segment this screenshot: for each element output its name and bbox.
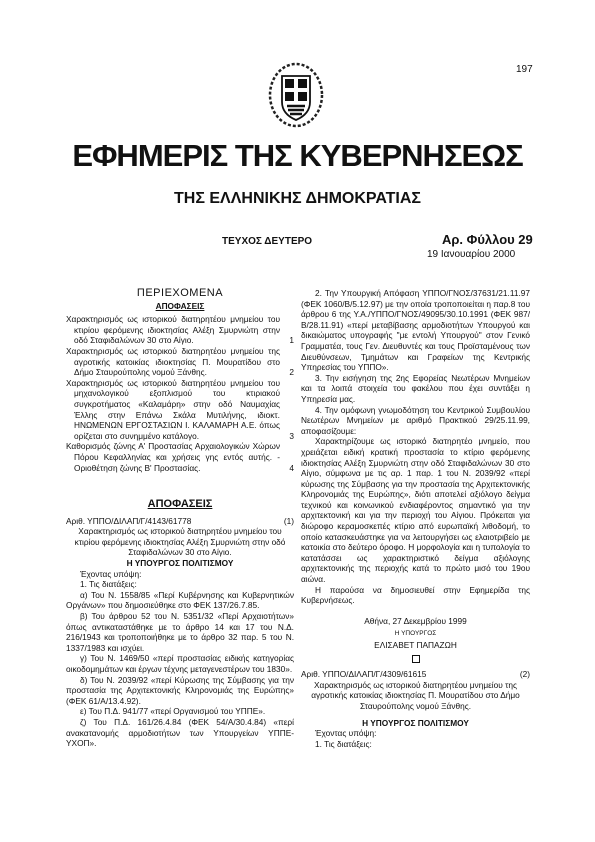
provision-e: ε) Του Π.Δ. 941/77 «περί Οργανισμού του ΥΠΠΕ».	[80, 706, 266, 717]
contents-item-page: 4	[289, 462, 294, 473]
paragraph-4: 4. Την ομόφωνη γνωμοδότηση του Κεντρικού Συμβουλίου Νεωτέρων Μνημείων με αριθμό Πρακτικού 29/25.11.99, αποφασίζουμε:	[301, 404, 530, 436]
issue-series: ΤΕΥΧΟΣ ΔΕΥΤΕΡΟ	[222, 236, 313, 247]
provision-d: δ) Του Ν. 2039/92 «περί Κύρωσης της Σύμβασης για την προστασία της Αρχιτεκτονικής Κληρονομιάς της Ευρώπης» (ΦΕΚ 61/Α/13.4.92).	[66, 674, 294, 706]
contents-item-text: Χαρακτηρισμός ως ιστορικού διατηρητέου μνημείου της αγροτικής κατοικίας ιδιοκτησίας Π. Μουρατίδου στο Δήμο Σταυρούπολης νομού Ξάνθης.	[66, 345, 280, 378]
greek-coat-of-arms-icon	[268, 62, 324, 128]
provision-a: α) Του Ν. 1558/85 «Περί Κυβέρνησης και Κυβερνητικών Οργάνων» που δημοσιεύθηκε στο ΦΕΚ 137/26.7.85.	[66, 589, 294, 611]
signer-name: ΕΛΙΣΑΒΕΤ ΠΑΠΑΖΩΗ	[374, 640, 457, 650]
contents-section: ΑΠΟΦΑΣΕΙΣ	[155, 300, 205, 311]
minister2-heading: Η ΥΠΟΥΡΓΟΣ ΠΟΛΙΤΙΣΜΟΥ	[362, 717, 469, 728]
decision-index: (1)	[283, 515, 294, 526]
paragraph-3: 3. Την εισήγηση της 2ης Εφορείας Νεωτέρων Μνημείων και τα λοιπά στοιχεία του φακέλου που έχει συντάξει η Υπηρεσία μας.	[301, 372, 530, 404]
publication-order: Η παρούσα να δημοσιευθεί στην Εφημερίδα της Κυβερνήσεως.	[301, 584, 530, 606]
contents-item-page: 1	[289, 335, 294, 346]
having-in-view: Έχοντας υπόψη:	[80, 568, 142, 579]
decision2-reference: Αριθ. ΥΠΠΟ/ΔΙΛΑΠ/Γ/4309/61615	[301, 669, 427, 680]
provisions-line-2: 1. Τις διατάξεις:	[315, 738, 372, 749]
sheet-number: Αρ. Φύλλου 29	[442, 232, 533, 247]
page-number: 197	[516, 64, 533, 75]
contents-heading: ΠΕΡΙΕΧΟΜΕΝΑ	[136, 287, 224, 299]
minister-heading: Η ΥΠΟΥΡΓΟΣ ΠΟΛΙΤΙΣΜΟΥ	[126, 558, 234, 569]
contents-item-page: 3	[289, 430, 294, 441]
decision2-title: Χαρακτηρισμός ως ιστορικού διατηρητέου μνημείου της αγροτικής κατοικίας ιδιοκτησίας Π. Μουρατίδου στο Δήμο Σταυρούπολης νομού Ξάνθης.	[311, 679, 520, 711]
decision-reference: Αριθ. ΥΠΠΟ/ΔΙΛΑΠ/Γ/4143/61778	[66, 515, 192, 526]
left-column	[66, 288, 294, 749]
provision-b: β) Του άρθρου 52 του Ν. 5351/32 «Περί Αρχαιοτήτων» όπως αντικαταστάθηκε με το άρθρο 14 και 17 του Ν.Δ. 216/1943 και τροποποιήθηκε με το άρθρο 32 παρ. 5 του Ν. 1337/1983 και ισχύει.	[66, 611, 294, 653]
contents-item[interactable]	[66, 346, 294, 378]
provision-c: γ) Του Ν. 1469/50 «περί προστασίας ειδικής κατηγορίας οικοδομημάτων και έργων τέχνης μεταγενεστέρων του 1830».	[66, 653, 294, 674]
contents-item[interactable]	[66, 441, 294, 473]
provisions-line: 1. Τις διατάξεις:	[80, 579, 137, 590]
place-date: Αθήνα, 27 Δεκεμβρίου 1999	[364, 615, 467, 626]
contents-item-text: Χαρακτηρισμός ως ιστορικού διατηρητέου μνημείου του κτιρίου φερόμενης ιδιοκτησίας Αλέξη Σμυρνιώτη στην οδό Σταφιδαλώνων 30 στο Αίγιο.	[66, 314, 280, 346]
contents-item-page: 2	[289, 367, 294, 378]
contents-item[interactable]	[66, 314, 294, 346]
signer-title: Η ΥΠΟΥΡΓΟΣ	[394, 630, 437, 638]
contents-item-text: Χαρακτηρισμός ως ιστορικού διατηρητέου μνημείου του μηχανολογικού εξοπλισμού του κτιριακού συγκροτήματος «Καλαμάρη» στην οδό Ναυμαχίας Έλλης στην Επάνω Σκάλα Μυτιλήνης, ιδιοκτ. ΗΝΩΜΕΝΩΝ ΕΡΓΟΣΤΑΣΙΩΝ Ι. ΚΑΛΑΜΑΡΗ Α.Ε. όπως ορίζεται στο συνημμένο κατάλογο.	[66, 377, 280, 441]
contents-list	[66, 314, 294, 473]
gazette-title: ΕΦΗΜΕΡΙΣ ΤΗΣ ΚΥΒΕΡΝΗΣΕΩΣ	[72, 138, 523, 173]
having-in-view-2: Έχοντας υπόψη:	[315, 728, 377, 739]
contents-item-text: Καθορισμός ζώνης Α' Προστασίας Αρχαιολογικών Χώρων Πόρου Κεφαλληνίας και χρήσεις γης εντός αυτής. - Οριοθέτηση ζώνης Β' Προστασίας.	[66, 441, 280, 473]
decision2-reference-row	[301, 669, 530, 680]
paragraph-2: 2. Την Υπουργική Απόφαση ΥΠΠΟ/ΓΝΟΣ/37631/21.11.97 (ΦΕΚ 1060/Β/5.12.97) με την οποία τροποποιείται η παρ.8 του άρθρου 6 της Υ.Α./ΥΠΠΟ/ΓΝΟΣ/49095/30.10.1991 (ΦΕΚ 987/Β/28.11.91) «περί μεταβίβασης αρμοδιοτήτων Υπουργού και δικαιώματος υπογραφής "με εντολή Υπουργού" στον Γενικό Γραμματέα, τους Γεν. Διευθυντές και τους Προϊσταμένους των Διευθύνσεων, Τμημάτων και Γραφείων της Κεντρικής Υπηρεσίας του ΥΠΠΟ».	[301, 288, 530, 373]
decision2-index: (2)	[519, 669, 530, 680]
gazette-subtitle: ΤΗΣ ΕΛΛΗΝΙΚΗΣ ΔΗΜΟΚΡΑΤΙΑΣ	[174, 190, 421, 207]
decision-reference-row	[66, 516, 294, 527]
issue-date: 19 Ιανουαρίου 2000	[427, 249, 516, 260]
provision-f: ζ) Του Π.Δ. 161/26.4.84 (ΦΕΚ 54/Α/30.4.84) «περί ανακατανομής αρμοδιοτήτων των Υπουργείων ΥΠΠΕ-ΥΧΟΠ».	[66, 716, 294, 749]
contents-item[interactable]	[66, 378, 294, 442]
right-column	[301, 288, 530, 749]
separator-square-icon	[301, 655, 530, 666]
decision-body: Χαρακτηρίζουμε ως ιστορικό διατηρητέο μνημείο, που χρειάζεται ειδική κρατική προστασία το κτίριο φερόμενης ιδιοκτησίας Αλέξη Σμυρνιώτη στην οδό Σταφιδαλώνων 30 στο Αίγιο, σύμφωνα με τις αρ. 1 παρ. 1 του Ν. 2039/92 «περί κύρωσης της Σύμβασης για την προστασία της Αρχιτεκτονικής Κληρονομιάς της Ευρώπης», διότι αποτελεί αξιόλογο δείγμα τεχνικού και κοινωνικού ενδιαφέροντος σημαντικό για την αρχιτεκτονική και για την περιοχή του Αίγιου. Πρόκειται για διώροφο κεραμοσκεπές κτίριο από ευρωπαϊκή λιθοδομή, το οποίο κατασκευάστηκε για να λειτουργήσει ως ελαιοτριβείο με κατοικία στο δεύτερο όροφο. Η μορφολογία και η τυπολογία το κατατάσσει ως χαρακτηριστικό δείγμα αξιόλογης αρχιτεκτονικής της περιοχής κατά το πρώτο μισό του 19ου αιώνα.	[301, 436, 530, 585]
decisions-heading: ΑΠΟΦΑΣΕΙΣ	[147, 498, 213, 511]
decision-title: Χαρακτηρισμός ως ιστορικού διατηρητέου μνημείου του κτιρίου φερόμενης ιδιοκτησίας Αλέξη Σμυρνιώτη στην οδό Σταφιδαλώνων 30 στο Αίγιο.	[74, 526, 286, 558]
